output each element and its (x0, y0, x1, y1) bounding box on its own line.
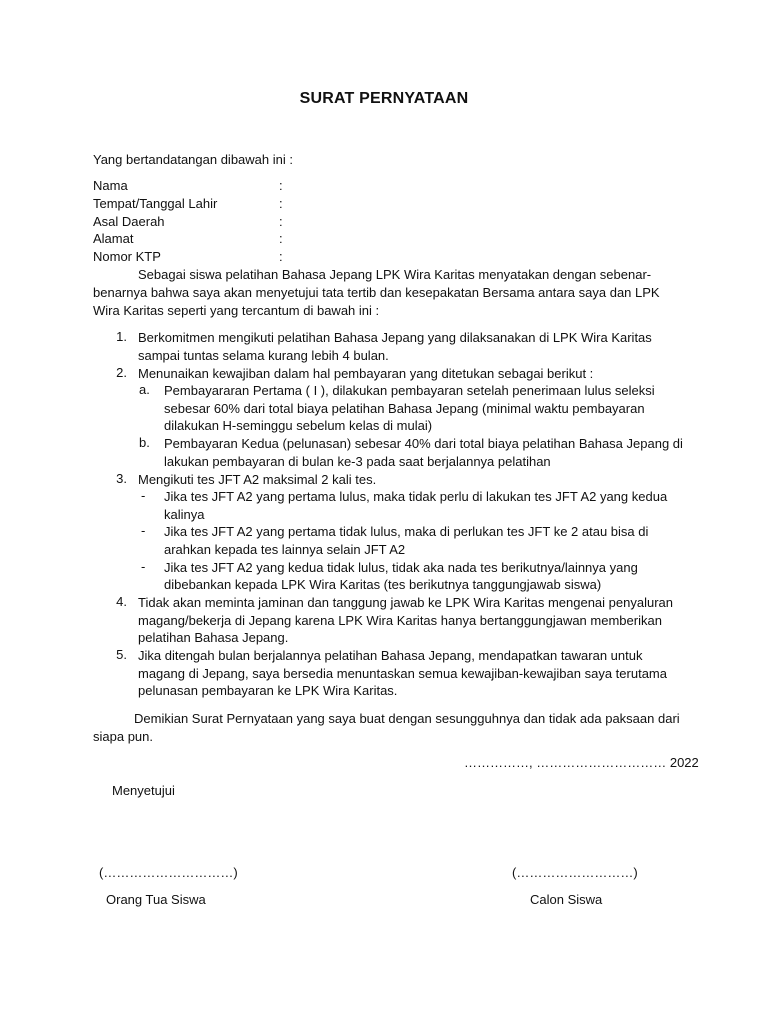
date-line: ……………, ………………………… 2022 (464, 755, 699, 770)
field-label-asal-daerah: Asal Daerah (93, 214, 165, 229)
statement-line-2: benarnya bahwa saya akan menyetujui tata tertib dan kesepakatan Bersama antara saya dan LPK (93, 285, 660, 300)
signature-label-right: Calon Siswa (530, 892, 603, 907)
dash-mark: - (141, 559, 146, 574)
item-3-dash-3-line-2: dibebankan kepada LPK Wira Karitas (tes berikutnya tanggungjawab siswa) (164, 577, 602, 592)
item-4-line-2: magang/bekerja di Jepang karena LPK Wira Karitas hanya bertanggungjawan memberikan (138, 613, 662, 628)
field-colon: : (279, 214, 283, 229)
item-number: 4. (116, 594, 127, 609)
dash-mark: - (141, 523, 146, 538)
field-colon: : (279, 231, 283, 246)
approval-label: Menyetujui (112, 783, 175, 798)
item-2b-line-1: Pembayaran Kedua (pelunasan) sebesar 40% dari total biaya pelatihan Bahasa Jepang di (164, 436, 683, 451)
item-2-line-1: Menunaikan kewajiban dalam hal pembayaran yang ditetukan sebagai berikut : (138, 366, 594, 381)
item-2a-line-1: Pembayararan Pertama ( I ), dilakukan pembayaran setelah penerimaan lulus seleksi (164, 383, 655, 398)
field-colon: : (279, 249, 283, 264)
field-label-nama: Nama (93, 178, 128, 193)
item-1-line-2: sampai tuntas selama kurang lebih 4 bulan. (138, 348, 389, 363)
item-number: 2. (116, 365, 127, 380)
item-3-dash-2-line-1: Jika tes JFT A2 yang pertama tidak lulus, maka di perlukan tes JFT ke 2 atau bisa di (164, 524, 649, 539)
intro-text: Yang bertandatangan dibawah ini : (93, 152, 293, 167)
item-5-line-3: pelunasan pembayaran ke LPK Wira Karitas. (138, 683, 398, 698)
signature-blank-left: (…………………………) (99, 865, 238, 880)
page-title: SURAT PERNYATAAN (299, 90, 469, 107)
item-3-dash-1-line-1: Jika tes JFT A2 yang pertama lulus, maka tidak perlu di lakukan tes JFT A2 yang kedua (164, 489, 668, 504)
item-5-line-1: Jika ditengah bulan berjalannya pelatihan Bahasa Jepang, mendapatkan tawaran untuk (138, 648, 643, 663)
sub-item-mark: a. (139, 382, 150, 397)
item-3-dash-3-line-1: Jika tes JFT A2 yang kedua tidak lulus, tidak aka nada tes berikutnya/lainnya yang (164, 560, 638, 575)
item-2a-line-2: sebesar 60% dari total biaya pelatihan Bahasa Jepang (minimal waktu pembayaran (164, 401, 645, 416)
sub-item-mark: b. (139, 435, 150, 450)
item-4-line-1: Tidak akan meminta jaminan dan tanggung jawab ke LPK Wira Karitas mengenai penyaluran (138, 595, 673, 610)
item-3-dash-2-line-2: arahkan kepada tes lainnya selain JFT A2 (164, 542, 406, 557)
item-3-dash-1-line-2: kalinya (164, 507, 205, 522)
item-number: 3. (116, 471, 127, 486)
closing-line-1: Demikian Surat Pernyataan yang saya buat dengan sesungguhnya dan tidak ada paksaan dari (134, 711, 680, 726)
item-5-line-2: magang di Jepang, saya bersedia menuntaskan semua kewajiban-kewajiban saya terutama (138, 666, 667, 681)
field-label-ttl: Tempat/Tanggal Lahir (93, 196, 218, 211)
item-2a-line-3: dilakukan H-seminggu sebelum kelas di mulai) (164, 418, 433, 433)
field-colon: : (279, 196, 283, 211)
closing-line-2: siapa pun. (93, 729, 153, 744)
statement-line-1: Sebagai siswa pelatihan Bahasa Jepang LPK Wira Karitas menyatakan dengan sebenar- (138, 267, 652, 282)
signature-blank-right: (………………………) (512, 865, 638, 880)
dash-mark: - (141, 488, 146, 503)
item-3-line-1: Mengikuti tes JFT A2 maksimal 2 kali tes. (138, 472, 377, 487)
field-label-alamat: Alamat (93, 231, 134, 246)
field-label-nomor-ktp: Nomor KTP (93, 249, 161, 264)
item-4-line-3: pelatihan Bahasa Jepang. (138, 630, 289, 645)
item-1-line-1: Berkomitmen mengikuti pelatihan Bahasa Jepang yang dilaksanakan di LPK Wira Karitas (138, 330, 652, 345)
item-number: 1. (116, 329, 127, 344)
field-colon: : (279, 178, 283, 193)
statement-line-3: Wira Karitas seperti yang tercantum di bawah ini : (93, 303, 380, 318)
item-2b-line-2: lakukan pembayaran di bulan ke-3 pada saat berjalannya pelatihan (164, 454, 551, 469)
item-number: 5. (116, 647, 127, 662)
signature-label-left: Orang Tua Siswa (106, 892, 206, 907)
